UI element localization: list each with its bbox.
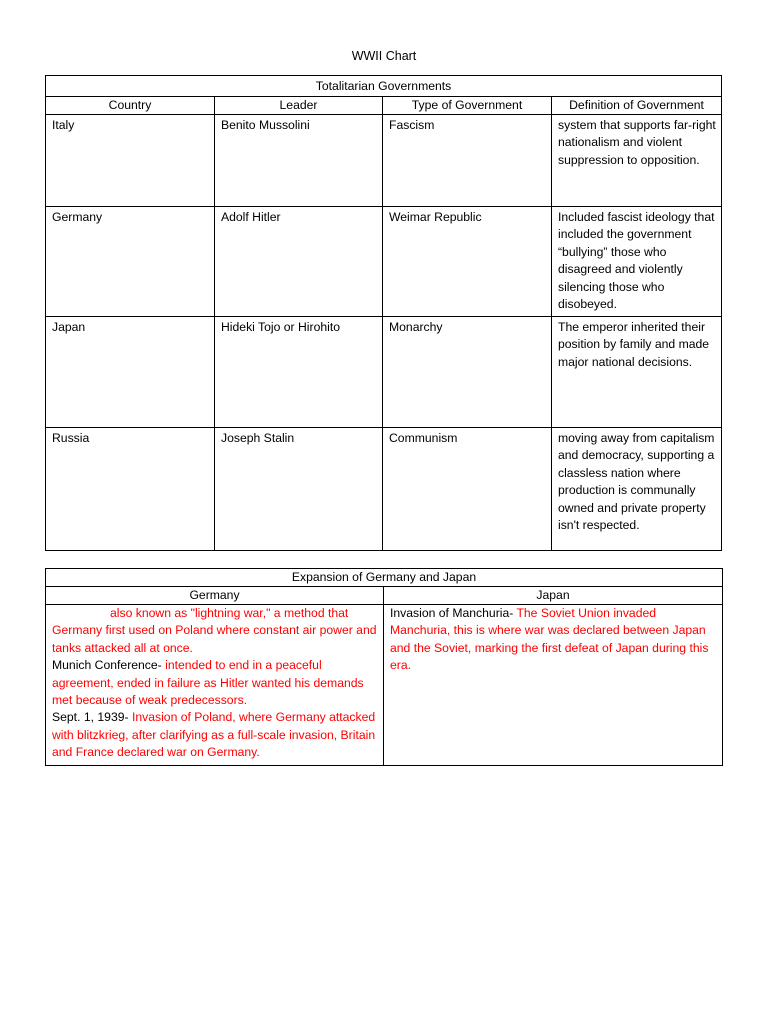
expansion-table bbox=[45, 568, 723, 766]
government-type-cell: Weimar Republic bbox=[383, 207, 552, 317]
table-row bbox=[46, 317, 722, 428]
column-header-definition: Definition of Government bbox=[552, 97, 722, 115]
table-row bbox=[46, 605, 723, 766]
munich-term: Munich Conference- bbox=[52, 658, 162, 673]
column-header-country: Country bbox=[46, 97, 215, 115]
table-title: Expansion of Germany and Japan bbox=[46, 569, 723, 587]
table-row bbox=[46, 428, 722, 551]
column-header-type: Type of Government bbox=[383, 97, 552, 115]
column-header-leader: Leader bbox=[215, 97, 383, 115]
column-header-germany: Germany bbox=[46, 587, 384, 605]
column-header-japan: Japan bbox=[384, 587, 723, 605]
leader-cell: Adolf Hitler bbox=[215, 207, 383, 317]
definition-cell: system that supports far-right nationalism and violent suppression to opposition. bbox=[552, 115, 722, 207]
table-header-row bbox=[46, 587, 723, 605]
table-row bbox=[46, 207, 722, 317]
country-cell: Germany bbox=[46, 207, 215, 317]
definition-cell: Included fascist ideology that included the government “bullying” those who disagreed and violently silencing those who disobeyed. bbox=[552, 207, 722, 317]
leader-cell: Benito Mussolini bbox=[215, 115, 383, 207]
table-title-row bbox=[46, 569, 723, 587]
poland-term: Sept. 1, 1939- bbox=[52, 710, 129, 725]
munich-definition: intended to end in a peaceful agreement, ended in failure as Hitler wanted his demands met because of weak predecessors. bbox=[52, 658, 364, 708]
leader-cell: Hideki Tojo or Hirohito bbox=[215, 317, 383, 428]
blitzkrieg-definition: also known as "lightning war," a method that Germany first used on Poland where constant air power and tanks attacked all at once. bbox=[52, 606, 377, 655]
country-cell: Italy bbox=[46, 115, 215, 207]
country-cell: Japan bbox=[46, 317, 215, 428]
definition-cell: The emperor inherited their position by family and made major national decisions. bbox=[552, 317, 722, 428]
document-title: WWII Chart bbox=[351, 49, 417, 63]
japan-expansion-cell bbox=[384, 605, 723, 766]
table-row bbox=[46, 115, 722, 207]
poland-definition: Invasion of Poland, where Germany attacked with blitzkrieg, after clarifying as a full-scale invasion, Britain and France declared war on Germany. bbox=[52, 710, 376, 760]
table-header-row bbox=[46, 97, 722, 115]
leader-cell: Joseph Stalin bbox=[215, 428, 383, 551]
manchuria-definition: The Soviet Union invaded Manchuria, this is where war was declared between Japan and the Soviet, marking the first defeat of Japan during this era. bbox=[390, 606, 709, 673]
government-type-cell: Fascism bbox=[383, 115, 552, 207]
country-cell: Russia bbox=[46, 428, 215, 551]
government-type-cell: Communism bbox=[383, 428, 552, 551]
manchuria-term: Invasion of Manchuria- bbox=[390, 606, 514, 620]
definition-cell: moving away from capitalism and democracy, supporting a classless nation where production is communally owned and private property isn't respected. bbox=[552, 428, 722, 551]
government-type-cell: Monarchy bbox=[383, 317, 552, 428]
germany-expansion-cell bbox=[46, 605, 384, 766]
table-title-row bbox=[46, 76, 722, 97]
table-title: Totalitarian Governments bbox=[46, 76, 722, 97]
totalitarian-governments-table bbox=[45, 75, 722, 551]
